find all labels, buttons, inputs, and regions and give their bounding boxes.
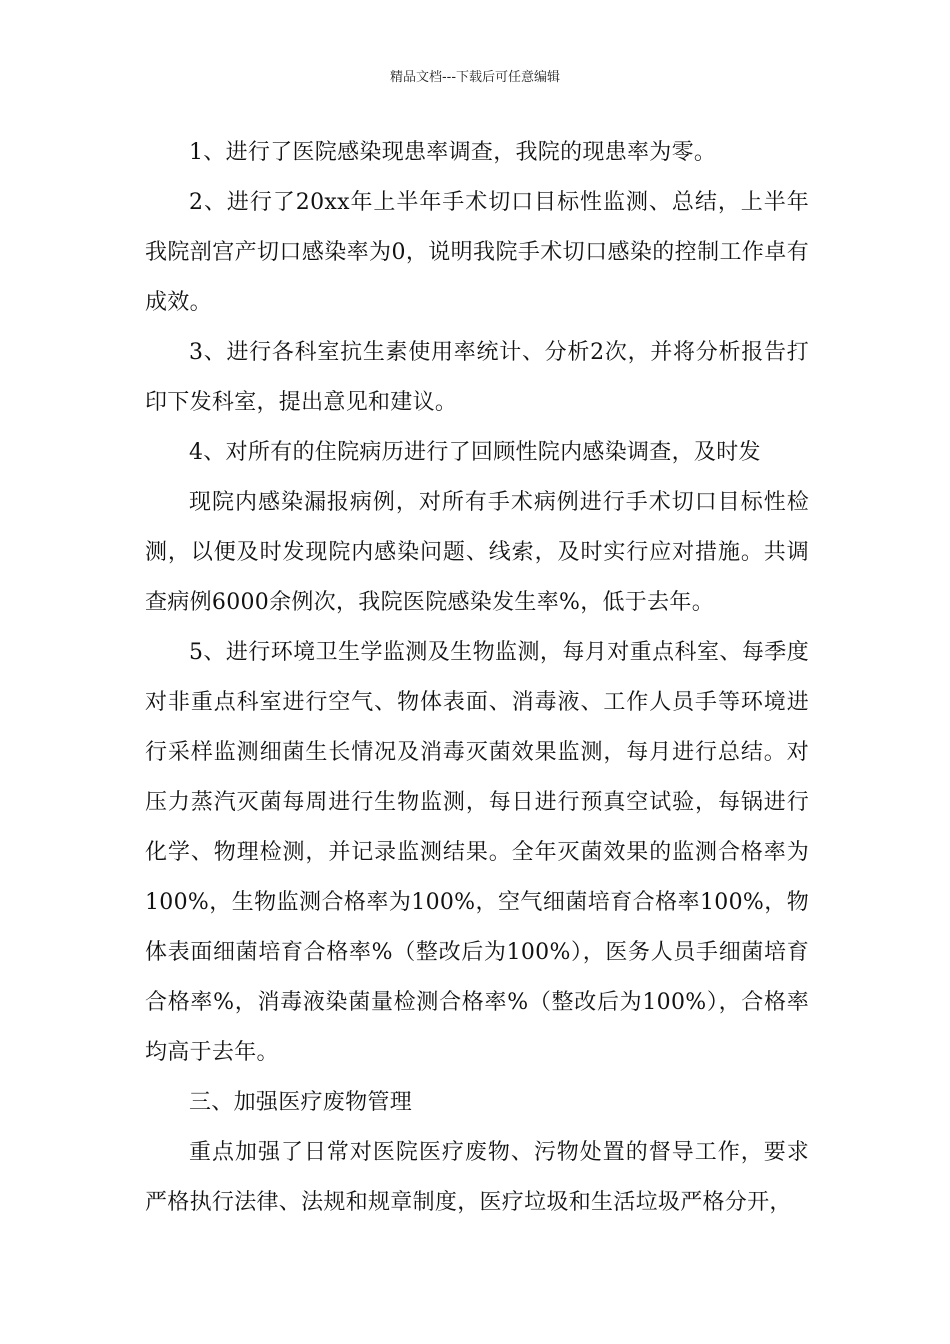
paragraph-item-1: 1、进行了医院感染现患率调查，我院的现患率为零。 <box>189 140 717 165</box>
paragraph-item-4-continued: 现院内感染漏报病例，对所有手术病例进行手术切口目标性检测，以便及时发现院内感染问题、线索，及时实行应对措施。共调查病例6000余例次，我院医院感染发生率%，低于去年。 <box>145 490 809 615</box>
paragraph-item-4: 4、对所有的住院病历进行了回顾性院内感染调查，及时发 <box>189 440 761 465</box>
page-header: 精品文档---下载后可任意编辑 <box>389 70 561 85</box>
paragraph-item-5: 5、进行环境卫生学监测及生物监测，每月对重点科室、每季度对非重点科室进行空气、物体表面、消毒液、工作人员手等环境进行采样监测细菌生长情况及消毒灭菌效果监测，每月进行总结。对压力蒸汽灭菌每周进行生物监测，每日进行预真空试验，每锅进行化学、物理检测，并记录监测结果。全年灭菌效果的监测合格率为100%，生物监测合格率为100%，空气细菌培育合格率100%，物体表面细菌培育合格率%（整改后为100%），医务人员手细菌培育合格率%，消毒液染菌量检测合格率%（整改后为100%），合格率均高于去年。 <box>145 640 809 1065</box>
section-heading: 三、加强医疗废物管理 <box>189 1090 413 1115</box>
paragraph-item-3: 3、进行各科室抗生素使用率统计、分析2次，并将分析报告打印下发科室，提出意见和建议。 <box>145 340 809 415</box>
paragraph-item-2: 2、进行了20xx年上半年手术切口目标性监测、总结，上半年我院剖宫产切口感染率为0，说明我院手术切口感染的控制工作卓有成效。 <box>145 190 809 315</box>
paragraph-waste-management: 重点加强了日常对医院医疗废物、污物处置的督导工作，要求严格执行法律、法规和规章制度，医疗垃圾和生活垃圾严格分开， <box>145 1140 809 1215</box>
document-body <box>145 128 809 1228</box>
